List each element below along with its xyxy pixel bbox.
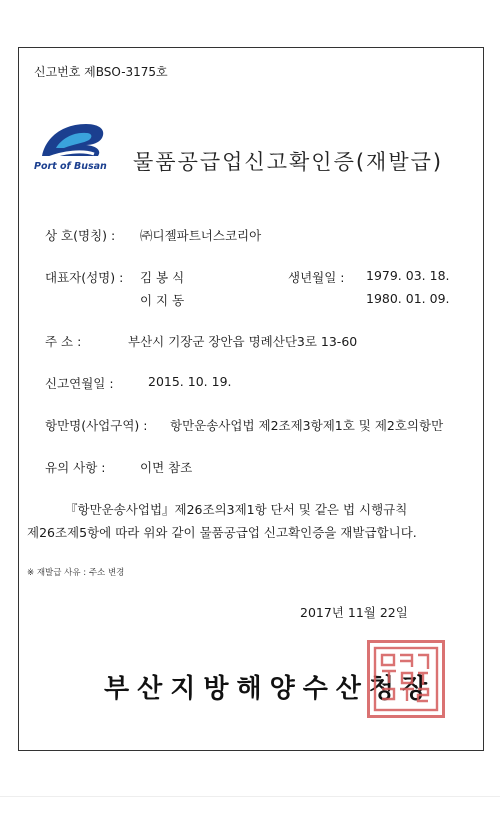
page-bottom-divider — [0, 796, 500, 797]
issuer-name: 부산지방해양수산청장 — [104, 674, 436, 704]
birth-label: 생년월일 : — [288, 270, 345, 285]
logo-text: Port of Busan — [34, 161, 107, 172]
address-label: 주 소 : — [45, 334, 82, 349]
representative-name-2: 이 지 동 — [140, 293, 185, 308]
reissue-footnote: ※ 재발급 사유 : 주소 변경 — [27, 568, 125, 578]
seal-pattern-icon — [370, 643, 442, 715]
representative-name-1: 김 봉 식 — [140, 270, 185, 285]
birth-date-2: 1980. 01. 09. — [366, 291, 450, 306]
report-date-value: 2015. 10. 19. — [148, 374, 232, 389]
port-label: 항만명(사업구역) : — [45, 418, 148, 433]
port-of-busan-logo — [34, 118, 109, 176]
busan-b-icon — [34, 118, 109, 162]
report-date-label: 신고연월일 : — [45, 376, 114, 391]
trade-name-value: ㈜디젤파트너스코리아 — [140, 228, 262, 243]
birth-date-1: 1979. 03. 18. — [366, 268, 450, 283]
notes-label: 유의 사항 : — [45, 460, 106, 475]
report-number: 신고번호 제BSO-3175호 — [34, 65, 168, 79]
notes-value: 이면 참조 — [140, 460, 193, 475]
issue-date: 2017년 11월 22일 — [300, 605, 408, 620]
trade-name-label: 상 호(명칭) : — [45, 228, 116, 243]
official-seal — [367, 640, 445, 718]
body-line-1: 『항만운송사업법』제26조의3제1항 단서 및 같은 법 시행규칙 — [65, 502, 408, 517]
document-title: 물품공급업신고확인증(재발급) — [133, 150, 444, 174]
port-value: 항만운송사업법 제2조제3항제1호 및 제2호의항만 — [170, 418, 444, 433]
address-value: 부산시 기장군 장안읍 명례산단3로 13-60 — [128, 334, 358, 349]
body-line-2: 제26조제5항에 따라 위와 같이 물품공급업 신고확인증을 재발급합니다. — [27, 525, 417, 540]
representative-label: 대표자(성명) : — [45, 270, 124, 285]
